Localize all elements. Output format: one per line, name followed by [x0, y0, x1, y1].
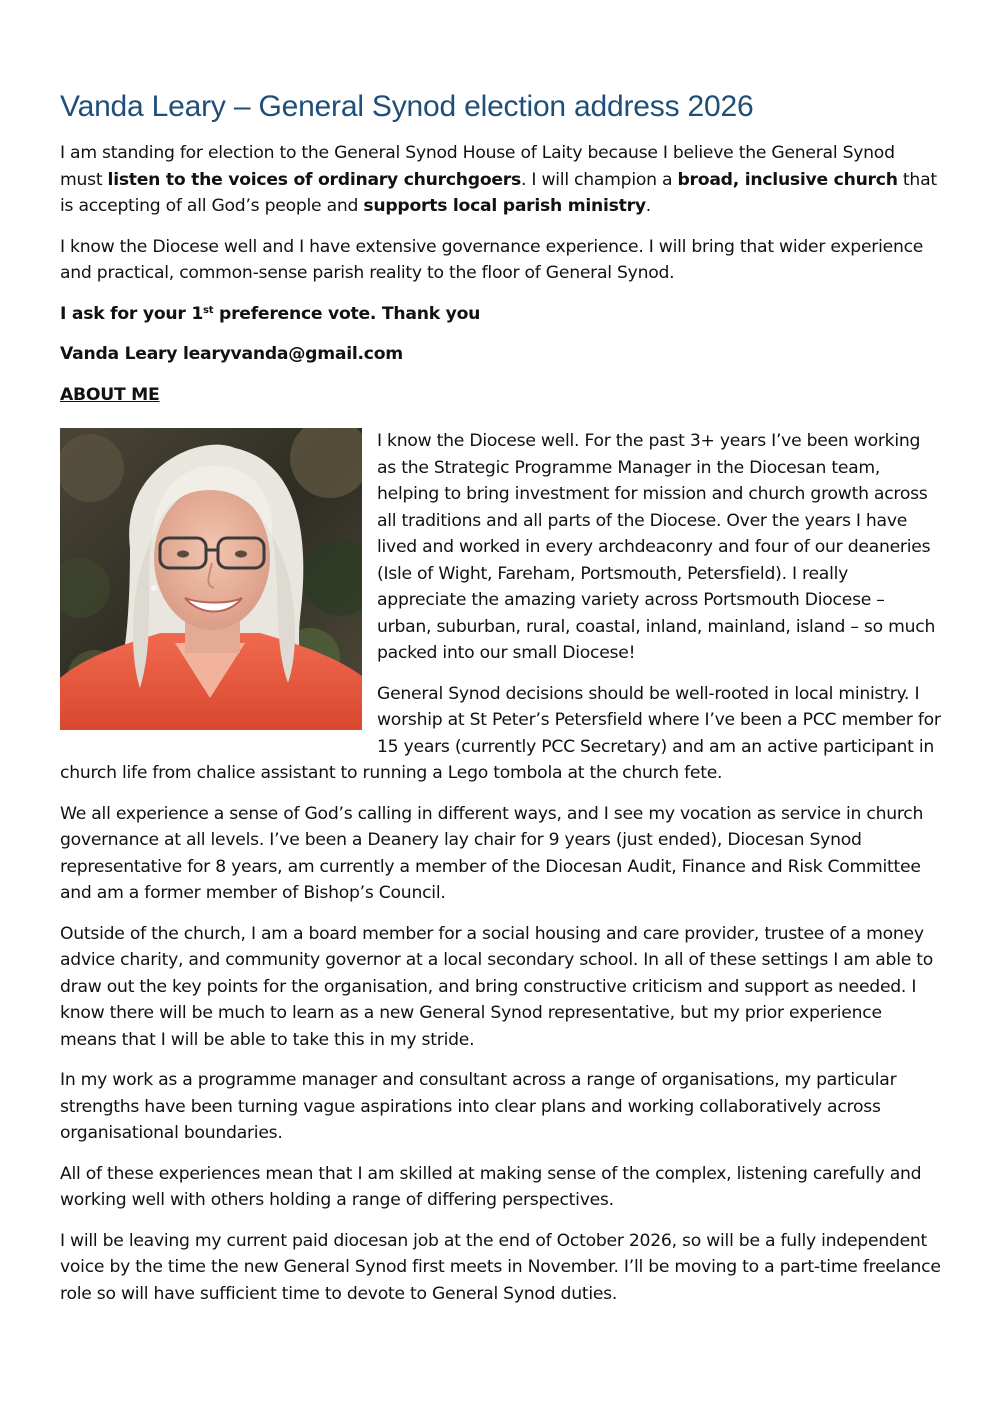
intro-text-2: . I will champion a [521, 169, 678, 190]
about-paragraph-outside-church: Outside of the church, I am a board member for a social housing and care provider, trustee of a money advice charity, and community governor at a local secondary school. In all of these settings I am able to draw out the key points for the organisation, and bring constructive criticism and support as needed. I know there will be much to learn as a new General Synod representative, but my prior experience means that I will be able to take this in my stride. [60, 923, 934, 1050]
about-paragraph-governance: We all experience a sense of God’s calling in different ways, and I see my vocation as service in church governance at all levels. I’ve been a Deanery lay chair for 9 years (just ended), Diocesan Synod representative for 8 years, am currently a member of the Diocesan Audit, Finance and Risk Committee and am a former member of Bishop’s Council. [60, 803, 924, 903]
experience-paragraph: I know the Diocese well and I have extensive governance experience. I will bring that wider experience and practical, common-sense parish reality to the floor of General Synod. [60, 236, 924, 283]
vote-request-superscript: st [203, 304, 214, 316]
contact-text: Vanda Leary learyvanda@gmail.com [60, 344, 403, 364]
intro-bold-3: supports local parish ministry [363, 196, 646, 216]
vote-request [60, 301, 942, 328]
vote-request-text-end: preference vote. Thank you [213, 303, 481, 324]
intro-paragraph [60, 140, 942, 220]
intro-text-3: that is accepting of all God’s people and [60, 169, 937, 216]
about-paragraph-local-ministry: General Synod decisions should be well-rooted in local ministry. I worship at St Peter’s Petersfield where I’ve been a PCC member for 15 years (currently PCC Secretary) and am an active participant in church life from chalice assistant to running a Lego tombola at the church fete. [60, 683, 941, 783]
about-paragraph-availability: I will be leaving my current paid diocesan job at the end of October 2026, so will be a fully independent voice by the time the new General Synod first meets in November. I’ll be moving to a part-time freelance role so will have sufficient time to devote to General Synod duties. [60, 1230, 941, 1304]
about-paragraph-strengths: In my work as a programme manager and consultant across a range of organisations, my particular strengths have been turning vague aspirations into clear plans and working collaboratively across organisational boundaries. [60, 1070, 897, 1143]
vote-request-text: I ask for your 1 [60, 303, 204, 324]
about-paragraph-diocese: I know the Diocese well. For the past 3+ years I’ve been working as the Strategic Programme Manager in the Diocesan team, helping to bring investment for mission and church growth across all traditions and all parts of the Diocese. Over the years I have lived and worked in every archdeaconry and four of our deaneries (Isle of Wight, Fareham, Portsmouth, Petersfield). I really appreciate the amazing variety across Portsmouth Diocese – urban, suburban, rural, coastal, inland, mainland, island – so much packed into our small Diocese! [377, 431, 936, 663]
intro-text-1: I am standing for election to the General Synod House of Laity because I believe the General Synod must [60, 143, 895, 190]
contact-line [60, 341, 942, 368]
intro-bold-1: listen to the voices of ordinary churchgoers [107, 169, 521, 190]
intro-text-4: . [645, 196, 652, 216]
intro-bold-2: broad, inclusive church [677, 169, 898, 190]
about-paragraph-skills: All of these experiences mean that I am skilled at making sense of the complex, listening carefully and working well with others holding a range of differing perspectives. [60, 1163, 922, 1210]
page-title: Vanda Leary – General Synod election address 2026 [60, 90, 754, 123]
candidate-photo [60, 428, 362, 730]
about-heading: ABOUT ME [60, 384, 160, 405]
document-body [60, 140, 942, 1321]
